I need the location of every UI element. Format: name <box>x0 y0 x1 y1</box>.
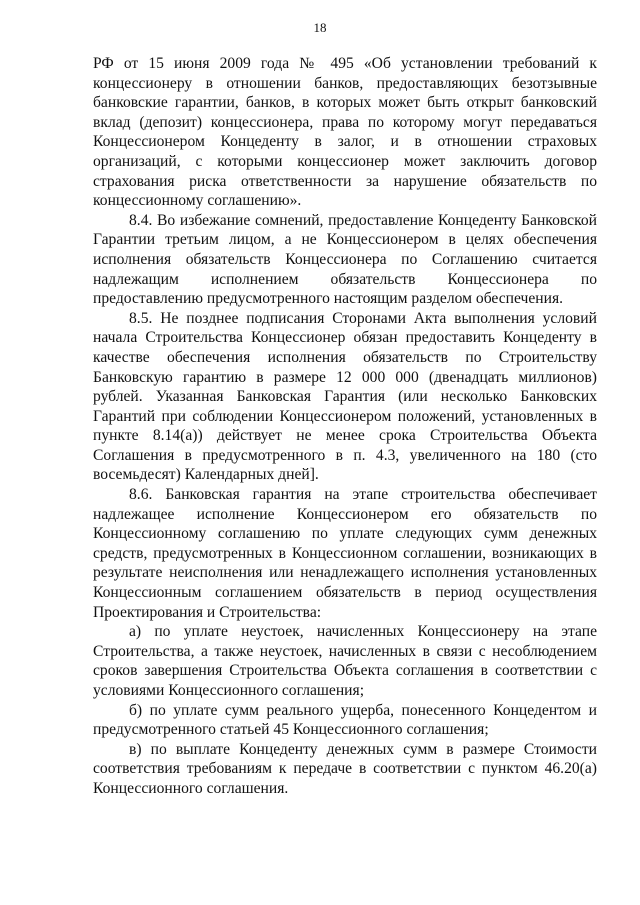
list-item-v: в) по выплате Концеденту денежных сумм в размере Стоимости соответствия требованиям к передаче в соответствии с пунктом 46.20(а) Концессионного соглашения. <box>93 740 597 797</box>
paragraph-8-5: 8.5. Не позднее подписания Сторонами Акта выполнения условий начала Строительства Концессионер обязан предоставить Концеденту в качестве обеспечения исполнения обязательств по Строительству Банковскую гарантию в размере 12 000 000 (двенадцать миллионов) рублей. Указанная Банковская Гарантия (или несколько Банковских Гарантий при соблюдении Концессионером положений, установленных в пункте 8.14(а)) действует не менее срока Строительства Объекта Соглашения в предусмотренного в п. 4.3, увеличенного на 180 (сто восемьдесят) Календарных дней]. <box>93 309 597 484</box>
list-item-a: а) по уплате неустоек, начисленных Концессионеру на этапе Строительства, а также неустоек, начисленных в связи с несоблюдением сроков завершения Строительства Объекта соглашения в соответствии с условиями Концессионного соглашения; <box>93 623 597 699</box>
list-item-b: б) по уплате сумм реального ущерба, понесенного Концедентом и предусмотренного статьей 45 Концессионного соглашения; <box>93 701 597 739</box>
paragraph-8-4: 8.4. Во избежание сомнений, предоставление Концеденту Банковской Гарантии третьим лицом, а не Концессионером в целях обеспечения исполнения обязательств Концессионера по Соглашению считается надлежащим исполнением обязательств Концессионера по предоставлению предусмотренного настоящим разделом обеспечения. <box>93 211 597 308</box>
paragraph-continuation: РФ от 15 июня 2009 года № 495 «Об установлении требований к концессионеру в отношении банков, предоставляющих безотзывные банковские гарантии, банков, в которых может быть открыт банковский вклад (депозит) концессионера, права по которому могут передаваться Концессионером Концеденту в залог, и в отношении страховых организаций, с которыми концессионер может заключить договор страхования риска ответственности за нарушение обязательств по концессионному соглашению». <box>93 55 597 210</box>
paragraph-8-6: 8.6. Банковская гарантия на этапе строительства обеспечивает надлежащее исполнение Концессионером его обязательств по Концессионному соглашению по уплате следующих сумм денежных средств, предусмотренных в Концессионном соглашении, возникающих в результате неисполнения или ненадлежащего исполнения установленных Концессионным соглашением обязательств в период осуществления Проектирования и Строительства: <box>93 486 597 621</box>
document-body <box>93 54 597 799</box>
page-number: 18 <box>313 20 327 35</box>
